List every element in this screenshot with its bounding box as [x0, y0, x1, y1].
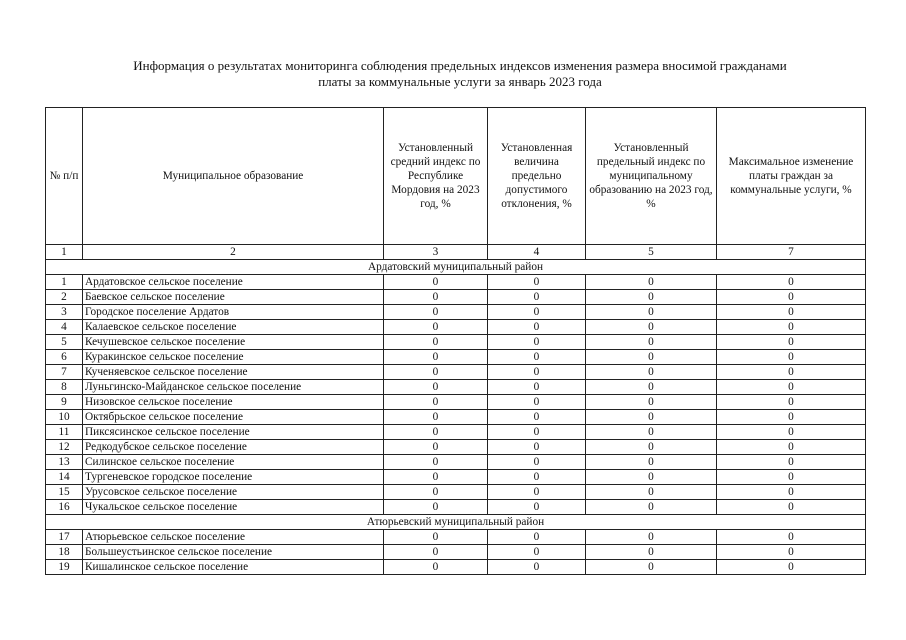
row-number: 16 [46, 500, 83, 515]
average-index-value: 0 [384, 485, 488, 500]
table-row [46, 350, 866, 365]
max-change-value: 0 [717, 290, 866, 305]
table-row [46, 305, 866, 320]
section-row [46, 515, 866, 530]
max-change-value: 0 [717, 500, 866, 515]
row-number: 14 [46, 470, 83, 485]
deviation-value: 0 [488, 290, 586, 305]
document-title [60, 58, 860, 90]
title-line-1: Информация о результатах мониторинга соблюдения предельных индексов изменения размера вносимой гражданами [133, 58, 787, 73]
column-numbers-row [46, 245, 866, 260]
municipality-name: Городское поселение Ардатов [83, 305, 384, 320]
average-index-value: 0 [384, 440, 488, 455]
limit-index-value: 0 [586, 335, 717, 350]
municipality-name: Кечушевское сельское поселение [83, 335, 384, 350]
limit-index-value: 0 [586, 560, 717, 575]
max-change-value: 0 [717, 425, 866, 440]
table-row [46, 455, 866, 470]
max-change-value: 0 [717, 350, 866, 365]
max-change-value: 0 [717, 440, 866, 455]
row-number: 17 [46, 530, 83, 545]
table-row [46, 275, 866, 290]
max-change-value: 0 [717, 320, 866, 335]
row-number: 5 [46, 335, 83, 350]
table-row [46, 290, 866, 305]
average-index-value: 0 [384, 320, 488, 335]
municipality-name: Урусовское сельское поселение [83, 485, 384, 500]
limit-index-value: 0 [586, 410, 717, 425]
max-change-value: 0 [717, 530, 866, 545]
section-row [46, 260, 866, 275]
table-row [46, 410, 866, 425]
limit-index-value: 0 [586, 380, 717, 395]
municipality-name: Баевское сельское поселение [83, 290, 384, 305]
header-limit-index: Установленный предельный индекс по муниципальному образованию на 2023 год, % [586, 108, 717, 245]
row-number: 2 [46, 290, 83, 305]
deviation-value: 0 [488, 560, 586, 575]
table-row [46, 560, 866, 575]
average-index-value: 0 [384, 530, 488, 545]
average-index-value: 0 [384, 350, 488, 365]
section-title: Атюрьевский муниципальный район [46, 515, 866, 530]
row-number: 8 [46, 380, 83, 395]
average-index-value: 0 [384, 455, 488, 470]
title-line-2: платы за коммунальные услуги за январь 2023 года [318, 74, 602, 89]
municipality-name: Тургеневское городское поселение [83, 470, 384, 485]
average-index-value: 0 [384, 425, 488, 440]
limit-index-value: 0 [586, 530, 717, 545]
row-number: 3 [46, 305, 83, 320]
table-row [46, 545, 866, 560]
deviation-value: 0 [488, 395, 586, 410]
deviation-value: 0 [488, 455, 586, 470]
average-index-value: 0 [384, 395, 488, 410]
limit-index-value: 0 [586, 365, 717, 380]
max-change-value: 0 [717, 485, 866, 500]
max-change-value: 0 [717, 365, 866, 380]
average-index-value: 0 [384, 290, 488, 305]
limit-index-value: 0 [586, 440, 717, 455]
column-number: 7 [717, 245, 866, 260]
row-number: 19 [46, 560, 83, 575]
max-change-value: 0 [717, 275, 866, 290]
header-row [46, 108, 866, 245]
deviation-value: 0 [488, 500, 586, 515]
row-number: 15 [46, 485, 83, 500]
limit-index-value: 0 [586, 305, 717, 320]
deviation-value: 0 [488, 305, 586, 320]
table-row [46, 470, 866, 485]
average-index-value: 0 [384, 560, 488, 575]
max-change-value: 0 [717, 305, 866, 320]
table-row [46, 485, 866, 500]
municipality-name: Атюрьевское сельское поселение [83, 530, 384, 545]
average-index-value: 0 [384, 500, 488, 515]
deviation-value: 0 [488, 365, 586, 380]
max-change-value: 0 [717, 395, 866, 410]
limit-index-value: 0 [586, 425, 717, 440]
deviation-value: 0 [488, 530, 586, 545]
table-row [46, 530, 866, 545]
column-number: 5 [586, 245, 717, 260]
max-change-value: 0 [717, 335, 866, 350]
header-municipality: Муниципальное образование [83, 108, 384, 245]
municipality-name: Низовское сельское поселение [83, 395, 384, 410]
table-row [46, 395, 866, 410]
max-change-value: 0 [717, 545, 866, 560]
municipality-name: Силинское сельское поселение [83, 455, 384, 470]
municipality-name: Большеустьинское сельское поселение [83, 545, 384, 560]
header-max-change: Максимальное изменение платы граждан за коммунальные услуги, % [717, 108, 866, 245]
row-number: 12 [46, 440, 83, 455]
row-number: 11 [46, 425, 83, 440]
municipality-name: Луньгинско-Майданское сельское поселение [83, 380, 384, 395]
deviation-value: 0 [488, 335, 586, 350]
deviation-value: 0 [488, 320, 586, 335]
table-row [46, 380, 866, 395]
max-change-value: 0 [717, 470, 866, 485]
table-row [46, 425, 866, 440]
max-change-value: 0 [717, 560, 866, 575]
average-index-value: 0 [384, 275, 488, 290]
average-index-value: 0 [384, 335, 488, 350]
limit-index-value: 0 [586, 275, 717, 290]
deviation-value: 0 [488, 380, 586, 395]
column-number: 3 [384, 245, 488, 260]
municipality-name: Чукальское сельское поселение [83, 500, 384, 515]
deviation-value: 0 [488, 410, 586, 425]
limit-index-value: 0 [586, 395, 717, 410]
municipality-name: Куракинское сельское поселение [83, 350, 384, 365]
limit-index-value: 0 [586, 470, 717, 485]
deviation-value: 0 [488, 440, 586, 455]
column-number: 1 [46, 245, 83, 260]
row-number: 4 [46, 320, 83, 335]
table-row [46, 500, 866, 515]
deviation-value: 0 [488, 485, 586, 500]
average-index-value: 0 [384, 545, 488, 560]
header-deviation: Установленная величина предельно допустимого отклонения, % [488, 108, 586, 245]
row-number: 13 [46, 455, 83, 470]
limit-index-value: 0 [586, 455, 717, 470]
table-body [46, 260, 866, 575]
deviation-value: 0 [488, 350, 586, 365]
deviation-value: 0 [488, 425, 586, 440]
municipality-name: Кишалинское сельское поселение [83, 560, 384, 575]
limit-index-value: 0 [586, 545, 717, 560]
max-change-value: 0 [717, 455, 866, 470]
table-row [46, 365, 866, 380]
deviation-value: 0 [488, 545, 586, 560]
average-index-value: 0 [384, 305, 488, 320]
municipality-name: Кученяевское сельское поселение [83, 365, 384, 380]
limit-index-value: 0 [586, 485, 717, 500]
row-number: 6 [46, 350, 83, 365]
municipality-name: Пиксясинское сельское поселение [83, 425, 384, 440]
max-change-value: 0 [717, 380, 866, 395]
section-title: Ардатовский муниципальный район [46, 260, 866, 275]
max-change-value: 0 [717, 410, 866, 425]
table-row [46, 320, 866, 335]
row-number: 10 [46, 410, 83, 425]
limit-index-value: 0 [586, 350, 717, 365]
row-number: 1 [46, 275, 83, 290]
header-num: № п/п [46, 108, 83, 245]
limit-index-value: 0 [586, 320, 717, 335]
monitoring-table [45, 107, 866, 575]
column-number: 2 [83, 245, 384, 260]
table-row [46, 335, 866, 350]
limit-index-value: 0 [586, 290, 717, 305]
average-index-value: 0 [384, 380, 488, 395]
average-index-value: 0 [384, 470, 488, 485]
municipality-name: Ардатовское сельское поселение [83, 275, 384, 290]
municipality-name: Октябрьское сельское поселение [83, 410, 384, 425]
deviation-value: 0 [488, 275, 586, 290]
limit-index-value: 0 [586, 500, 717, 515]
row-number: 9 [46, 395, 83, 410]
average-index-value: 0 [384, 410, 488, 425]
average-index-value: 0 [384, 365, 488, 380]
deviation-value: 0 [488, 470, 586, 485]
table-row [46, 440, 866, 455]
municipality-name: Калаевское сельское поселение [83, 320, 384, 335]
row-number: 18 [46, 545, 83, 560]
municipality-name: Редкодубское сельское поселение [83, 440, 384, 455]
header-average-index: Установленный средний индекс по Республике Мордовия на 2023 год, % [384, 108, 488, 245]
column-number: 4 [488, 245, 586, 260]
row-number: 7 [46, 365, 83, 380]
